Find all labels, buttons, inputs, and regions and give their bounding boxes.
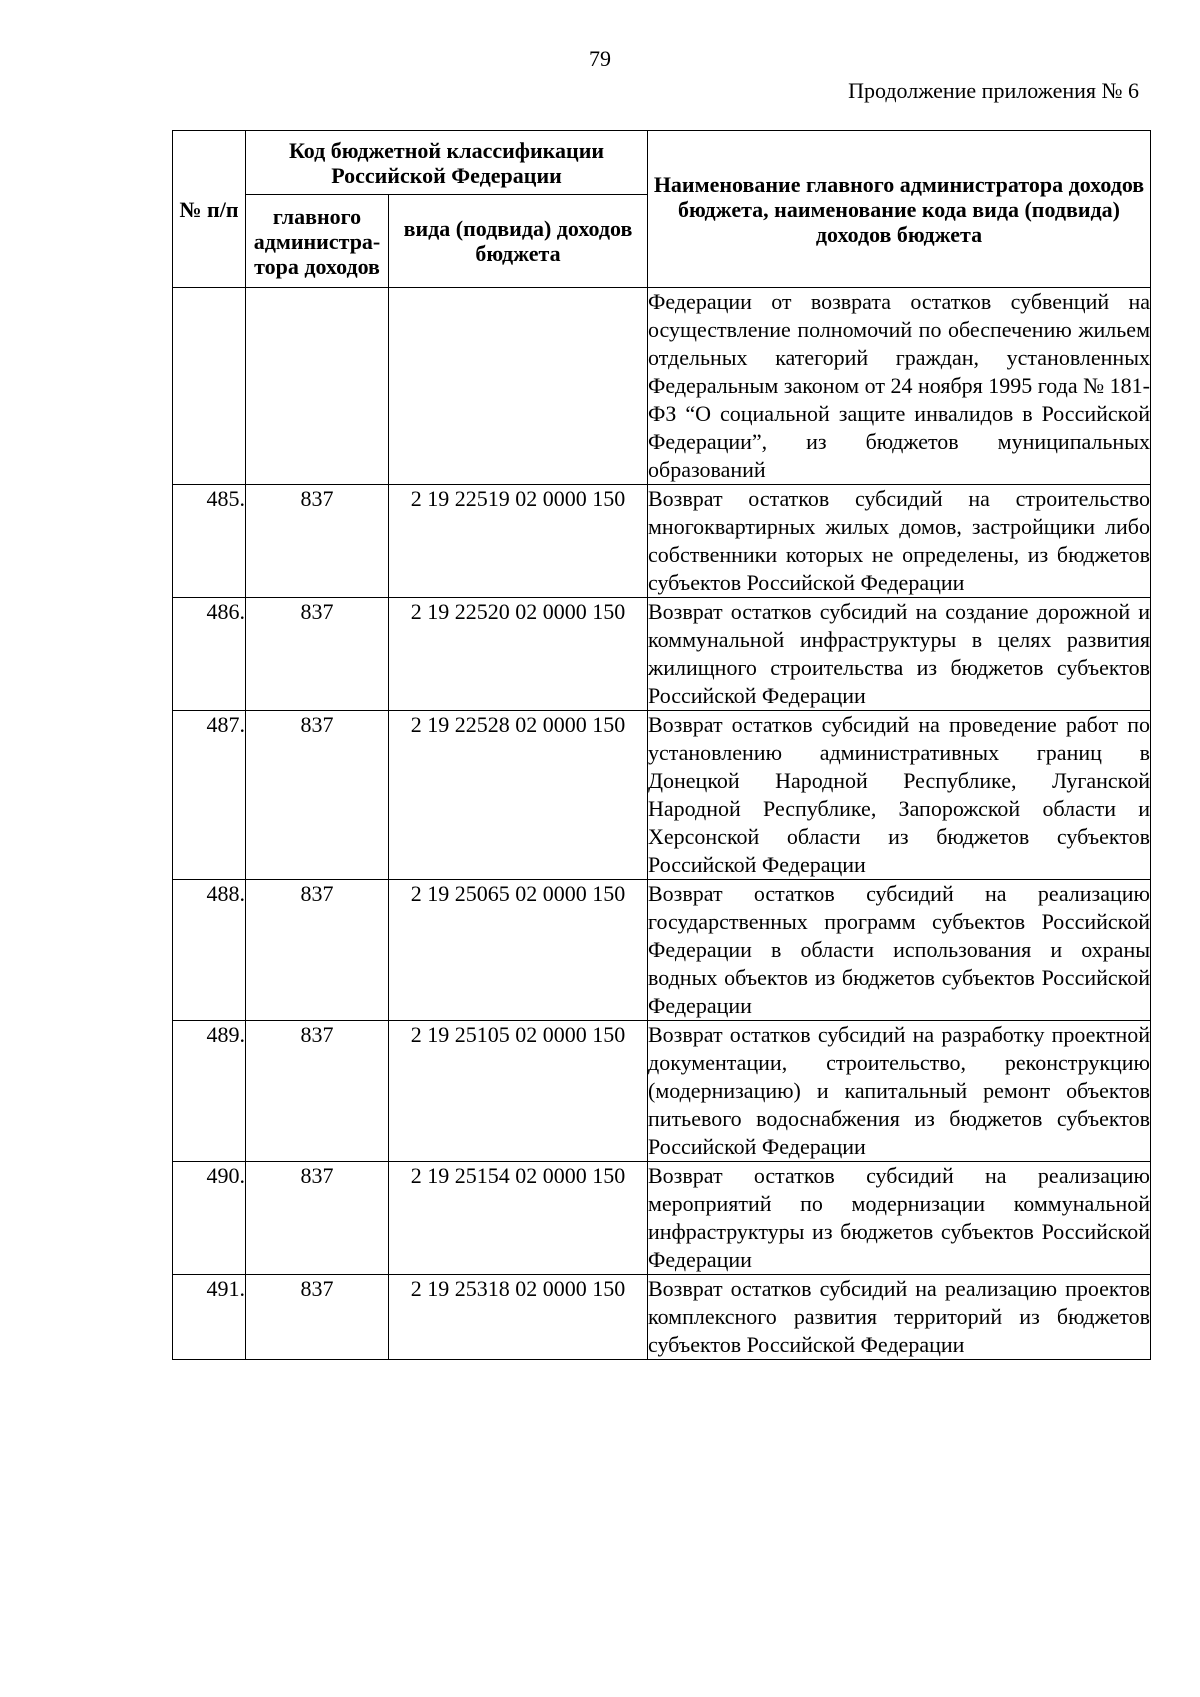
header-budget-classification-code: Код бюджетной классификации Российской Федерации: [246, 131, 648, 195]
table-row: [173, 288, 1151, 485]
table-row: [173, 880, 1151, 1021]
cell-row-number: 485.: [173, 485, 246, 598]
cell-administrator-code: 837: [246, 711, 389, 880]
cell-row-number: 491.: [173, 1275, 246, 1360]
cell-income-name: Возврат остатков субсидий на реализацию проектов комплексного развития территорий из бюджетов субъектов Российской Федерации: [648, 1275, 1151, 1360]
cell-income-code: 2 19 22520 02 0000 150: [389, 598, 648, 711]
cell-income-code: 2 19 22519 02 0000 150: [389, 485, 648, 598]
cell-administrator-code: 837: [246, 1021, 389, 1162]
cell-row-number: 490.: [173, 1162, 246, 1275]
cell-administrator-code: [246, 288, 389, 485]
cell-income-code: 2 19 25154 02 0000 150: [389, 1162, 648, 1275]
page-number: 79: [589, 46, 611, 71]
table-row: [173, 598, 1151, 711]
cell-income-name: Возврат остатков субсидий на реализацию государственных программ субъектов Российской Федерации в области использования и охраны водных объектов из бюджетов субъектов Российской Федерации: [648, 880, 1151, 1021]
cell-income-name: Возврат остатков субсидий на реализацию мероприятий по модернизации коммунальной инфраструктуры из бюджетов субъектов Российской Федерации: [648, 1162, 1151, 1275]
table-row: [173, 1162, 1151, 1275]
header-row-number: № п/п: [173, 131, 246, 288]
appendix-continuation-label: Продолжение приложения № 6: [848, 78, 1139, 103]
cell-administrator-code: 837: [246, 485, 389, 598]
table-header: [173, 131, 1151, 288]
table-row: [173, 1275, 1151, 1360]
cell-row-number: 489.: [173, 1021, 246, 1162]
cell-administrator-code: 837: [246, 1275, 389, 1360]
cell-administrator-code: 837: [246, 880, 389, 1021]
cell-administrator-code: 837: [246, 598, 389, 711]
cell-income-code: 2 19 25105 02 0000 150: [389, 1021, 648, 1162]
table-row: [173, 1021, 1151, 1162]
header-main-administrator: главного администра-тора доходов: [246, 195, 389, 288]
cell-row-number: 486.: [173, 598, 246, 711]
table-row: [173, 485, 1151, 598]
header-administrator-name: Наименование главного администратора доходов бюджета, наименование кода вида (подвида) доходов бюджета: [648, 131, 1151, 288]
cell-income-name: Возврат остатков субсидий на создание дорожной и коммунальной инфраструктуры в целях развития жилищного строительства из бюджетов субъектов Российской Федерации: [648, 598, 1151, 711]
table-body: [173, 288, 1151, 1360]
header-income-kind: вида (подвида) доходов бюджета: [389, 195, 648, 288]
cell-income-name: Федерации от возврата остатков субвенций на осуществление полномочий по обеспечению жильем отдельных категорий граждан, установленных Федеральным законом от 24 ноября 1995 года № 181-ФЗ “О социальной защите инвалидов в Российской Федерации”, из бюджетов муниципальных образований: [648, 288, 1151, 485]
cell-income-code: [389, 288, 648, 485]
cell-row-number: 487.: [173, 711, 246, 880]
cell-administrator-code: 837: [246, 1162, 389, 1275]
cell-income-name: Возврат остатков субсидий на строительство многоквартирных жилых домов, застройщики либо собственники которых не определены, из бюджетов субъектов Российской Федерации: [648, 485, 1151, 598]
cell-income-code: 2 19 25318 02 0000 150: [389, 1275, 648, 1360]
cell-row-number: [173, 288, 246, 485]
cell-row-number: 488.: [173, 880, 246, 1021]
cell-income-name: Возврат остатков субсидий на разработку проектной документации, строительство, реконструкцию (модернизацию) и капитальный ремонт объектов питьевого водоснабжения из бюджетов субъектов Российской Федерации: [648, 1021, 1151, 1162]
cell-income-code: 2 19 22528 02 0000 150: [389, 711, 648, 880]
cell-income-code: 2 19 25065 02 0000 150: [389, 880, 648, 1021]
cell-income-name: Возврат остатков субсидий на проведение работ по установлению административных границ в Донецкой Народной Республике, Луганской Народной Республике, Запорожской области и Херсонской области из бюджетов субъектов Российской Федерации: [648, 711, 1151, 880]
budget-classification-table: [172, 130, 1151, 1360]
table-row: [173, 711, 1151, 880]
header-row-top: [173, 131, 1151, 195]
